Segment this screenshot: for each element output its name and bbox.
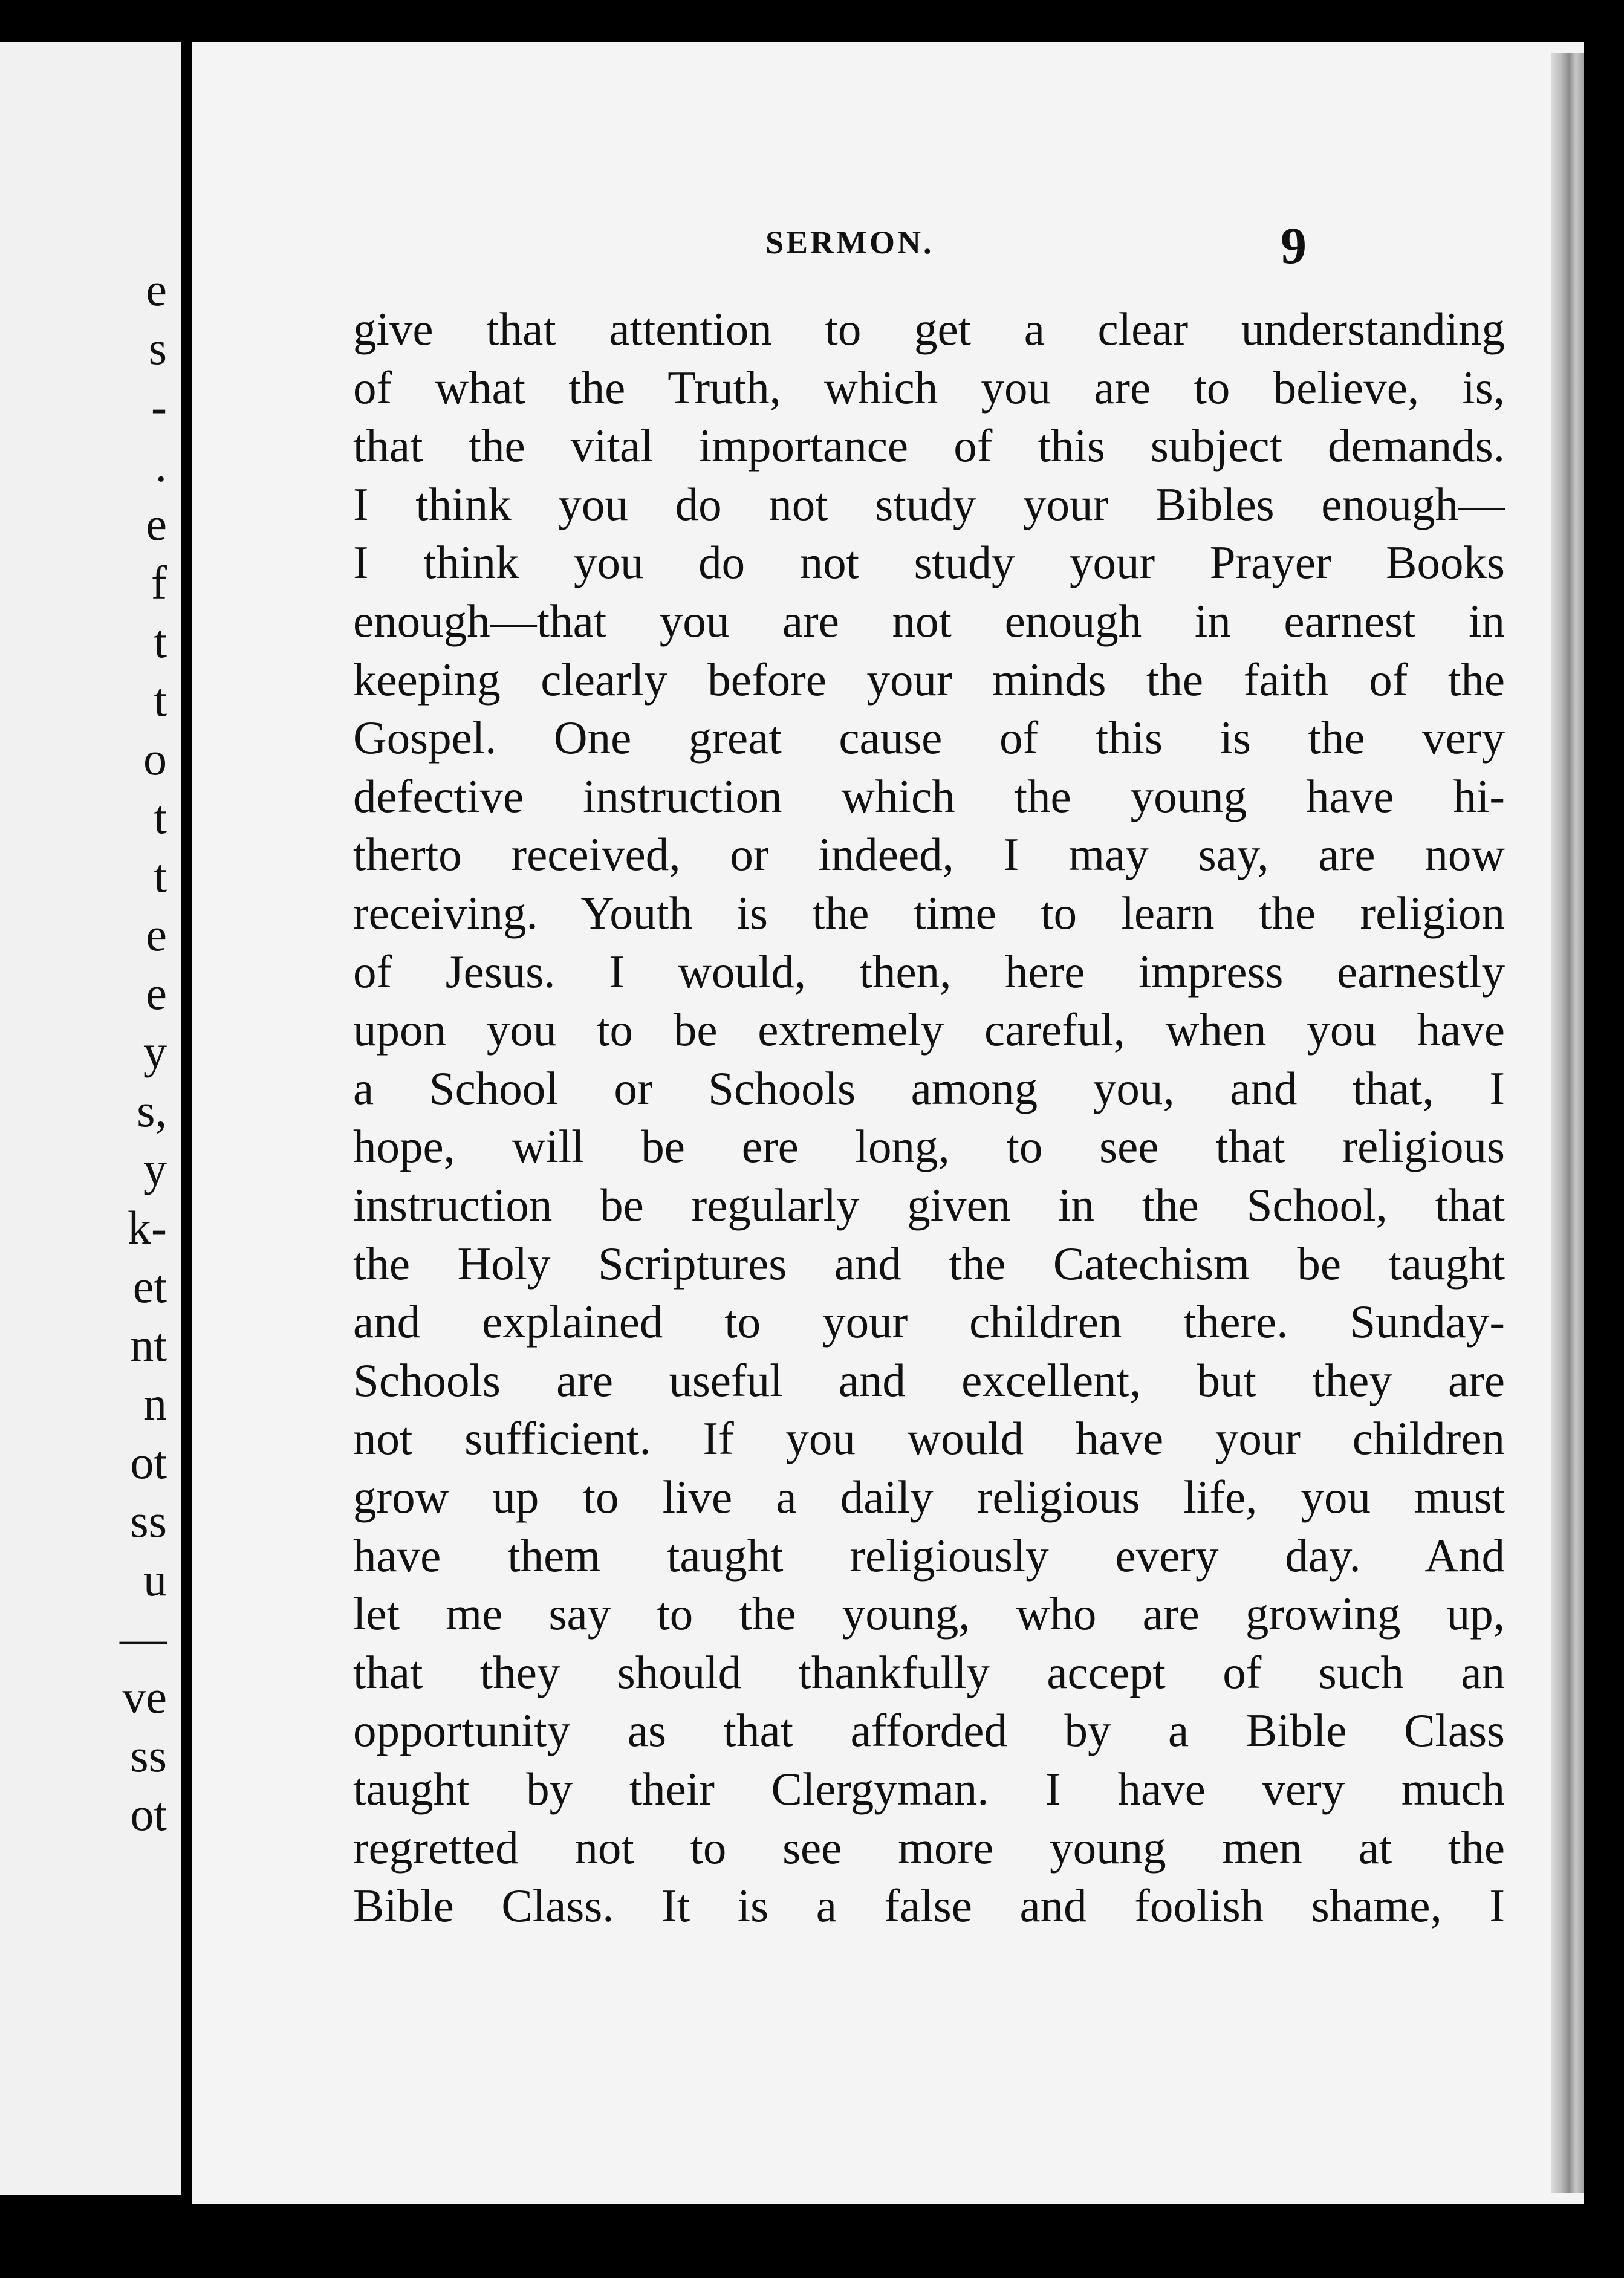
text-line: receiving. Youth is the time to learn the religion	[353, 887, 1505, 939]
left-page-fragment: ot	[130, 1788, 167, 1840]
text-line: that they should thankfully accept of such an	[353, 1646, 1505, 1698]
text-line: of what the Truth, which you are to believe, is,	[353, 361, 1505, 414]
text-line: Bible Class. It is a false and foolish shame, I	[353, 1880, 1505, 1932]
left-page-fragment: ss	[130, 1494, 167, 1547]
left-page-fragment: u	[143, 1553, 167, 1606]
text-line: hope, will be ere long, to see that religious	[353, 1120, 1505, 1173]
text-line: defective instruction which the young have hi-	[353, 770, 1505, 822]
text-line: have them taught religiously every day. And	[353, 1529, 1505, 1582]
left-page-fragment: -	[151, 380, 167, 433]
left-page-fragment: y	[143, 1143, 167, 1195]
left-page-fragment: s	[148, 322, 167, 374]
left-page-fragment: o	[143, 732, 167, 785]
running-head: SERMON.	[765, 224, 934, 261]
text-line: give that attention to get a clear understanding	[353, 303, 1505, 355]
left-page-fragment: e	[146, 908, 167, 961]
left-page-fragment: k-	[128, 1201, 167, 1254]
left-page-edge	[0, 42, 181, 2195]
text-line: taught by their Clergyman. I have very much	[353, 1763, 1505, 1815]
left-page-fragment: e	[146, 498, 167, 550]
left-page-fragment: n	[143, 1377, 167, 1430]
text-line: let me say to the young, who are growing up,	[353, 1588, 1505, 1640]
text-line: therto received, or indeed, I may say, are now	[353, 828, 1505, 881]
text-line: upon you to be extremely careful, when you have	[353, 1004, 1505, 1056]
text-line: enough—that you are not enough in earnest in	[353, 595, 1505, 647]
left-page-fragment: s,	[137, 1084, 167, 1137]
text-line: the Holy Scriptures and the Catechism be taught	[353, 1237, 1505, 1290]
left-page-fragment: ve	[122, 1670, 167, 1723]
left-page-fragment: e	[146, 263, 167, 316]
text-line: Gospel. One great cause of this is the very	[353, 712, 1505, 764]
text-line: a School or Schools among you, and that, I	[353, 1062, 1505, 1114]
page-stack-edge	[1551, 53, 1584, 2193]
text-line: not sufficient. If you would have your children	[353, 1412, 1505, 1465]
text-line: grow up to live a daily religious life, you must	[353, 1471, 1505, 1523]
text-line: keeping clearly before your minds the faith of the	[353, 653, 1505, 706]
left-page-fragment: nt	[130, 1319, 167, 1371]
text-line: of Jesus. I would, then, here impress earnestly	[353, 945, 1505, 998]
left-page-fragment: .	[155, 439, 167, 492]
left-page-fragment: —	[120, 1612, 167, 1664]
text-line: regretted not to see more young men at the	[353, 1821, 1505, 1874]
left-page-fragment: ss	[130, 1729, 167, 1782]
left-page-fragment: t	[154, 791, 167, 843]
text-line: I think you do not study your Prayer Books	[353, 536, 1505, 589]
left-page-fragment: ot	[130, 1436, 167, 1488]
text-line: instruction be regularly given in the School, that	[353, 1179, 1505, 1231]
text-line: I think you do not study your Bibles enough—	[353, 478, 1505, 530]
page-number: 9	[1281, 216, 1307, 274]
text-line: and explained to your children there. Sunday-	[353, 1296, 1505, 1348]
text-line: that the vital importance of this subject demands.	[353, 420, 1505, 472]
left-page-fragment: et	[132, 1260, 167, 1313]
left-page-fragment: e	[146, 967, 167, 1019]
text-line: Schools are useful and excellent, but they are	[353, 1354, 1505, 1406]
left-page-fragment: f	[151, 556, 167, 609]
left-page-fragment: t	[154, 673, 167, 726]
left-page-fragment: t	[154, 615, 167, 667]
left-page-fragment: t	[154, 849, 167, 902]
book-page	[192, 42, 1584, 2204]
text-line: opportunity as that afforded by a Bible Class	[353, 1704, 1505, 1757]
left-page-fragment: y	[143, 1025, 167, 1078]
